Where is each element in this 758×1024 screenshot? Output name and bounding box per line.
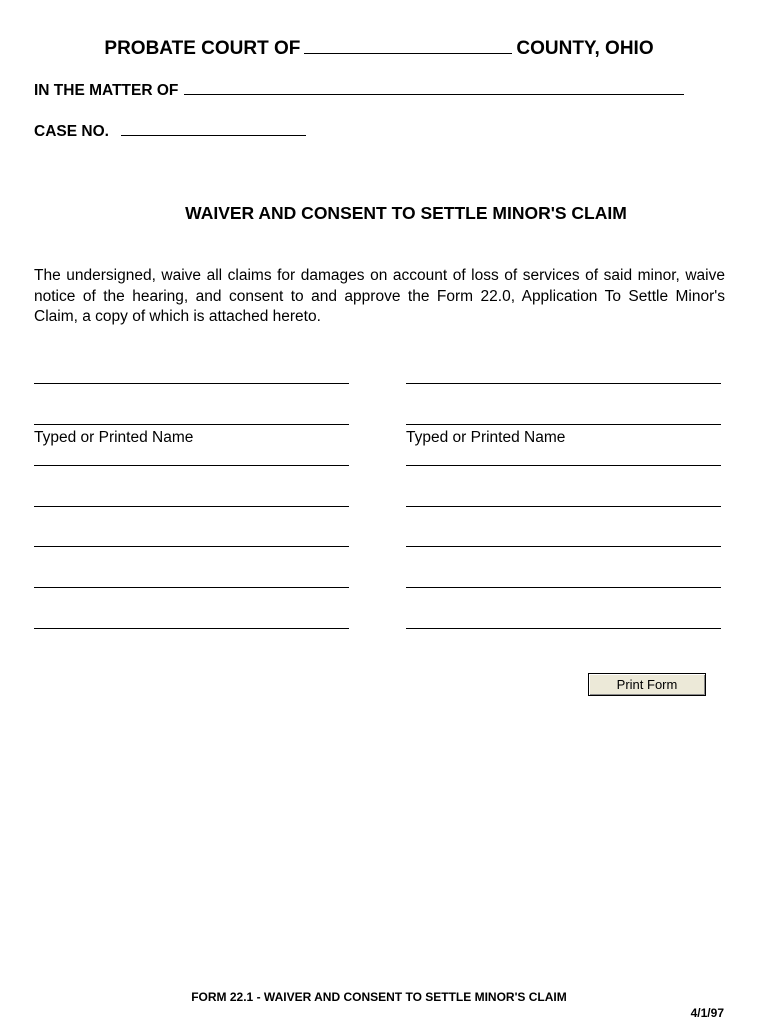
left-signature-line[interactable] [34,383,349,384]
court-prefix: PROBATE COURT OF [104,38,301,59]
right-address-line-1[interactable] [406,465,721,466]
court-heading [0,35,758,60]
right-address-line-4[interactable] [406,587,721,588]
waiver-body-text: The undersigned, waive all claims for damages on account of loss of services of said minor, waive notice of the hearing, and consent to and approve the Form 22.0, Application To Settle Minor's Claim, a copy of which is attached hereto. [34,267,725,325]
right-address-line-5[interactable] [406,628,721,629]
left-address-line-5[interactable] [34,628,349,629]
left-printed-name-line[interactable] [34,424,349,425]
print-form-button[interactable]: Print Form [588,673,706,696]
left-address-line-4[interactable] [34,587,349,588]
right-address-line-3[interactable] [406,546,721,547]
left-address-line-3[interactable] [34,546,349,547]
matter-line [34,79,684,100]
footer-form-title: FORM 22.1 - WAIVER AND CONSENT TO SETTLE MINOR'S CLAIM [191,990,567,1004]
county-name-field[interactable] [304,35,512,54]
footer-revision-date: 4/1/97 [690,1006,724,1020]
left-printed-name-label: Typed or Printed Name [34,429,194,446]
right-address-line-2[interactable] [406,506,721,507]
right-printed-name-line[interactable] [406,424,721,425]
matter-label: IN THE MATTER OF [34,82,179,99]
form-title: WAIVER AND CONSENT TO SETTLE MINOR'S CLAIM [185,203,627,223]
court-suffix: COUNTY, OHIO [516,38,654,59]
matter-name-field[interactable] [184,79,684,95]
left-address-line-1[interactable] [34,465,349,466]
left-address-line-2[interactable] [34,506,349,507]
right-signature-line[interactable] [406,383,721,384]
case-line [34,120,306,141]
case-number-field[interactable] [121,120,306,136]
case-label: CASE NO. [34,123,109,140]
right-printed-name-label: Typed or Printed Name [406,429,566,446]
